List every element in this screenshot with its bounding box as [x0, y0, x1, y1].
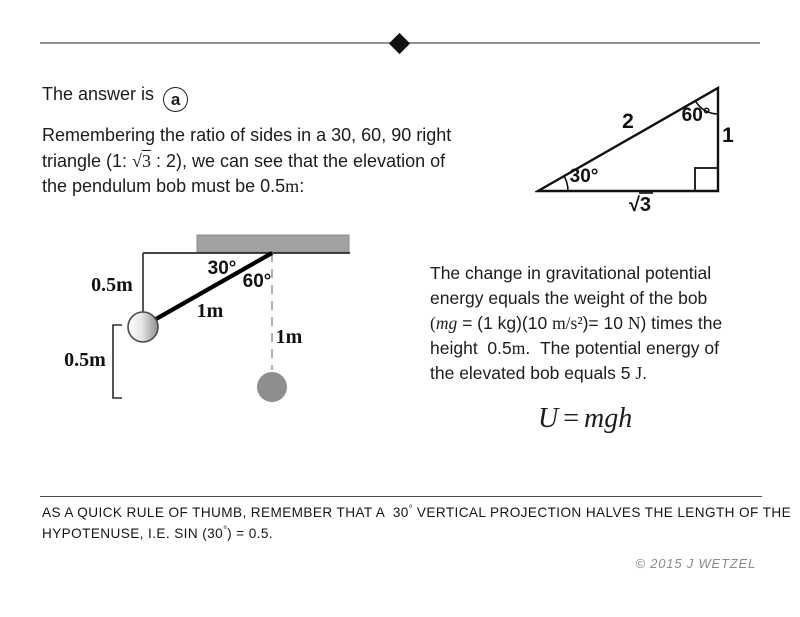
- height-bracket: [113, 325, 122, 398]
- explanation-line-3: (mg = (1 kg)(10 m/s²)= 10 N) times the: [430, 313, 723, 333]
- diamond-ornament-icon: [389, 33, 410, 54]
- right-angle-marker: [695, 168, 718, 191]
- footnote-line-1: AS A QUICK RULE OF THUMB, REMEMBER THAT A 30° VERTICAL PROJECTION HALVES THE LENGTH OF THE: [42, 504, 792, 520]
- base-angle-label: 30°: [569, 166, 599, 187]
- copyright-notice: © 2015 J WETZEL: [635, 556, 756, 571]
- pendulum-bob-rest: [257, 372, 287, 402]
- lower-height-label: 0.5m: [64, 349, 106, 371]
- base-side-label: √3: [628, 194, 652, 216]
- explanation-line-5: the elevated bob equals 5 J.: [430, 363, 647, 383]
- sqrt-sign: √: [132, 150, 142, 171]
- joule-unit: J: [635, 363, 643, 383]
- intro-paragraph: [42, 123, 451, 200]
- footnote-text: [42, 501, 791, 543]
- intro-line-2: triangle (1: √3 : 2), we can see that the elevation of: [42, 150, 446, 171]
- hypotenuse-label: 2: [622, 110, 634, 133]
- triangle-outline: [538, 88, 718, 191]
- explanation-line-2: energy equals the weight of the bob: [430, 288, 708, 308]
- footnote-line-2: HYPOTENUSE, I.E. SIN (30°) = 0.5.: [42, 525, 273, 541]
- plumb-length-label: 1m: [275, 326, 303, 348]
- upper-height-label: 0.5m: [91, 274, 133, 296]
- top-angle-label: 60°: [681, 105, 711, 126]
- base-angle-arc: [564, 176, 568, 191]
- intro-line-3: the pendulum bob must be 0.5m:: [42, 176, 305, 196]
- angle-from-ceiling-label: 30°: [207, 258, 237, 279]
- degree-sign: °: [223, 525, 228, 536]
- mg-symbol: mg: [435, 313, 458, 333]
- vertical-side-label: 1: [722, 124, 734, 147]
- pendulum-diagram: [60, 228, 360, 408]
- rod-length-label: 1m: [196, 300, 224, 322]
- answer-line: [42, 84, 188, 112]
- footnote-divider: [40, 496, 762, 497]
- sqrt-radicand: 3: [141, 150, 151, 171]
- potential-energy-equation: U = mgh: [538, 403, 633, 434]
- ms2-unit: m/s²: [552, 313, 583, 333]
- pendulum-bob-elevated: [128, 312, 158, 342]
- answer-letter-badge: a: [163, 87, 188, 112]
- explanation-paragraph: [430, 261, 800, 386]
- explanation-line-4: height 0.5m. The potential energy of: [430, 338, 719, 358]
- degree-sign: °: [408, 504, 413, 515]
- intro-line-1: Remembering the ratio of sides in a 30, 60, 90 right: [42, 125, 452, 145]
- answer-text: The answer is: [42, 84, 155, 104]
- newton-unit: N: [627, 313, 641, 333]
- ceiling-bar: [197, 235, 349, 252]
- angle-from-vertical-label: 60°: [242, 271, 272, 292]
- explanation-line-1: The change in gravitational potential: [430, 263, 712, 283]
- triangle-diagram: [535, 78, 750, 223]
